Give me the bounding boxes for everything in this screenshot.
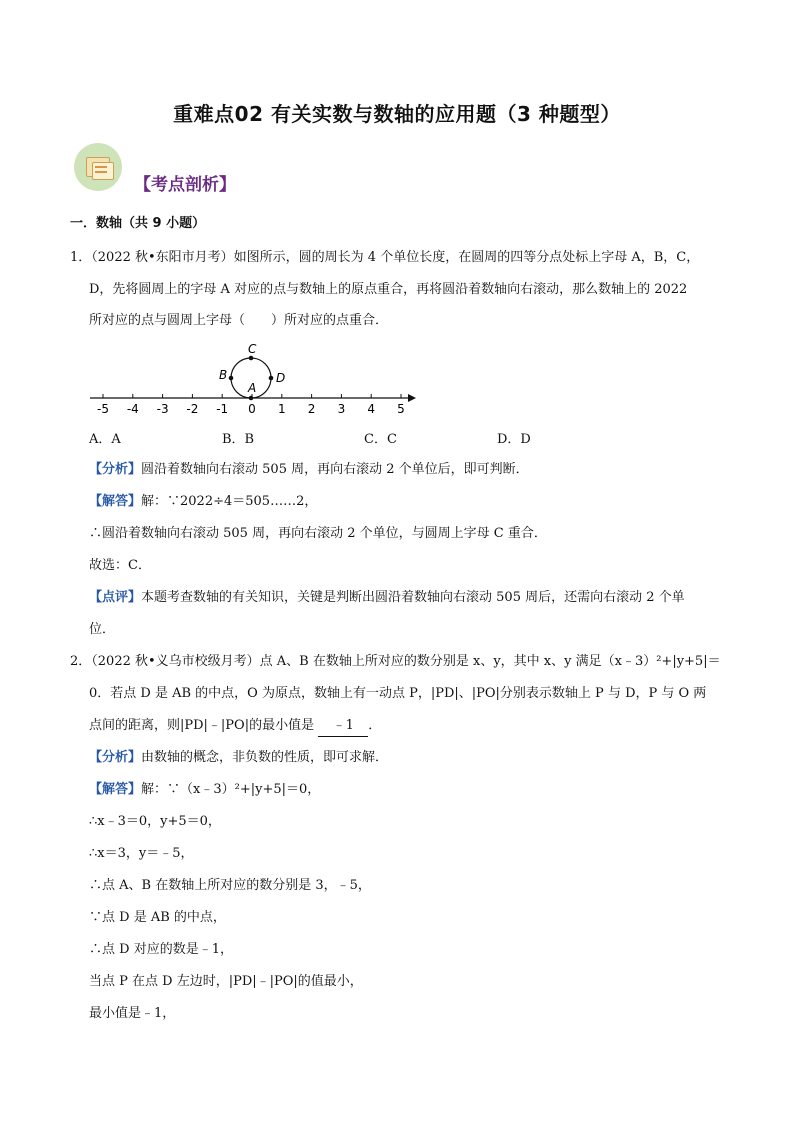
tick-label: 1	[277, 402, 286, 416]
notes-icon	[74, 143, 122, 191]
axis-arrow-icon	[408, 394, 416, 402]
answer-step: ∵点 D 是 AB 的中点，	[89, 910, 226, 925]
q1-option-d: D．D	[497, 432, 531, 447]
q1-answer-line3: 故选：C．	[89, 558, 151, 573]
q2-stem-line1: 2．（2022 秋•义乌市校级月考）点 A、B 在数轴上所对应的数分别是 x、y，其中 x、y 满足（x﹣3）²+|y+5|＝	[70, 654, 721, 669]
answer-step: ∴点 D 对应的数是﹣1，	[89, 942, 233, 957]
point-label-b: B	[219, 368, 228, 382]
page-title: 重难点02 有关实数与数轴的应用题（3 种题型）	[173, 102, 621, 126]
analysis-tag: 【分析】	[89, 750, 142, 765]
analysis-text: 圆沿着数轴向右滚动 505 周，再向右滚动 2 个单位后，即可判断．	[141, 462, 529, 477]
q1-option-a: A．A	[89, 432, 121, 447]
tick-label: 4	[367, 402, 376, 416]
circle-point-a	[249, 396, 254, 401]
notes-icon-line	[95, 171, 107, 173]
q2-stem-line3	[89, 716, 381, 737]
tick-label: 2	[307, 402, 316, 416]
q2-answer	[89, 780, 320, 800]
tick-label-group	[97, 402, 405, 416]
circle-point-d	[269, 376, 274, 381]
answer-blank: ﹣1	[318, 716, 368, 737]
q2-analysis	[89, 748, 388, 768]
answer-tag: 【解答】	[89, 782, 142, 797]
answer-step: ∴点 A、B 在数轴上所对应的数分别是 3，﹣5，	[89, 878, 371, 893]
answer-tag: 【解答】	[89, 494, 142, 509]
q1-comment	[89, 588, 685, 608]
point-label-a: A	[248, 381, 257, 395]
answer-step: 最小值是﹣1，	[89, 1006, 176, 1021]
q1-stem-line2: D，先将圆周上的字母 A 对应的点与数轴上的原点重合，再将圆沿着数轴向右滚动，那么数轴上的 2022	[89, 282, 688, 297]
section-header: 【考点剖析】	[134, 175, 236, 195]
comment-tag: 【点评】	[89, 590, 142, 605]
q1-stem-line3: 所对应的点与圆周上字母（ ）所对应的点重合．	[89, 313, 389, 328]
q1-answer-line2: ∴圆沿着数轴向右滚动 505 周，再向右滚动 2 个单位，与圆周上字母 C 重合．	[89, 526, 547, 541]
circle-point-c	[249, 356, 254, 361]
point-label-c: C	[248, 342, 257, 356]
q1-answer	[89, 492, 317, 512]
q2-stem-line3-end: ．	[368, 718, 382, 733]
tick-label: -5	[97, 402, 109, 416]
answer-line1: 解：∵2022÷4＝505……2，	[141, 494, 318, 509]
tick-label: -2	[186, 402, 199, 416]
tick-label: 5	[397, 402, 405, 416]
q1-stem-line1: 1．（2022 秋•东阳市月考）如图所示，圆的周长为 4 个单位长度，在圆周的四等分点处标上字母 A，B，C，	[70, 250, 700, 265]
subsection-heading: 一．数轴（共 9 小题）	[70, 216, 206, 231]
tick-label: -4	[126, 402, 139, 416]
analysis-tag: 【分析】	[89, 462, 142, 477]
tick-label: 0	[248, 402, 256, 416]
answer-step: 当点 P 在点 D 左边时，|PD|﹣|PO|的值最小，	[89, 974, 363, 989]
q2-stem-line2: 0．若点 D 是 AB 的中点，O 为原点，数轴上有一动点 P，|PD|、|PO|分别表示数轴上 P 与 D，P 与 O 两	[89, 686, 707, 701]
answer-step: 解：∵（x﹣3）²+|y+5|＝0，	[141, 782, 321, 797]
tick-label: 3	[337, 402, 346, 416]
q1-option-b: B．B	[222, 432, 255, 447]
tick-label: -1	[216, 402, 229, 416]
answer-step: ∴x﹣3＝0，y+5＝0，	[89, 814, 221, 829]
circle-point-b	[229, 376, 234, 381]
point-label-d: D	[276, 371, 286, 385]
q2-stem-line3-text: 点间的距离，则|PD|﹣|PO|的最小值是	[89, 718, 315, 733]
number-line-figure	[86, 338, 422, 422]
answer-step: ∴x＝3，y＝﹣5，	[89, 846, 194, 861]
q1-analysis	[89, 460, 529, 480]
q1-comment-line2: 位．	[89, 622, 116, 637]
comment-text: 本题考查数轴的有关知识，关键是判断出圆沿着数轴向右滚动 505 周后，还需向右滚动 2 个单	[141, 590, 685, 605]
analysis-text: 由数轴的概念，非负数的性质，即可求解．	[141, 750, 389, 765]
tick-label: -3	[156, 402, 169, 416]
notes-icon-line	[95, 166, 107, 168]
q1-option-c: C．C	[364, 432, 397, 447]
